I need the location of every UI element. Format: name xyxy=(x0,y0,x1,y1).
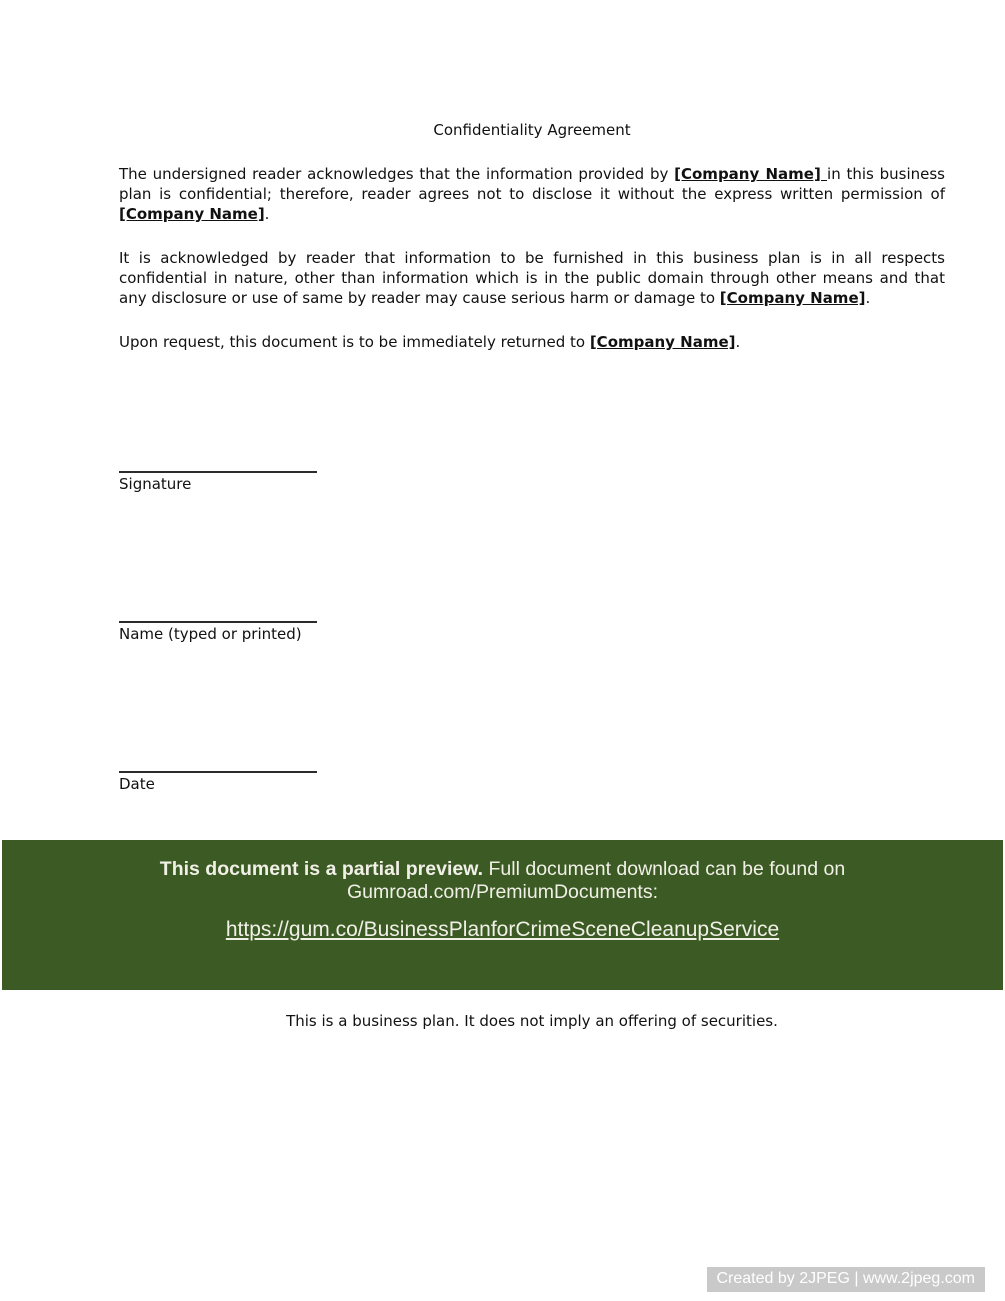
preview-banner xyxy=(2,840,1003,990)
company-name-placeholder: [Company Name] xyxy=(589,333,736,351)
signature-line xyxy=(119,471,317,473)
company-name-placeholder: [Company Name] xyxy=(674,165,828,183)
company-name-placeholder: [Company Name] xyxy=(119,205,265,223)
gumroad-link[interactable]: https://gum.co/BusinessPlanforCrimeSceneCleanupService xyxy=(225,918,780,941)
signature-field xyxy=(119,471,945,494)
paragraph-text: . xyxy=(865,289,871,307)
signature-label: Signature xyxy=(119,475,192,493)
body-paragraph xyxy=(119,164,945,224)
paragraph-text: Upon request, this document is to be immediately returned to xyxy=(119,333,590,351)
watermark-badge: Created by 2JPEG | www.2jpeg.com xyxy=(707,1267,986,1292)
paragraph-text: The undersigned reader acknowledges that the information provided by xyxy=(119,165,675,183)
company-name-placeholder: [Company Name] xyxy=(719,289,866,307)
paragraph-text: It is acknowledged by reader that information to be furnished in this business plan is in all respects confidential in nature, other than information which is in the public domain through other means and that any disclosure or use of same by reader may cause serious harm or damage to xyxy=(119,249,945,307)
name-field xyxy=(119,621,945,644)
paragraph-text: . xyxy=(735,333,741,351)
document-content xyxy=(119,0,945,794)
date-line xyxy=(119,771,317,773)
date-label: Date xyxy=(119,775,155,793)
paragraph-text: in this business plan is confidential; therefore, reader agrees not to disclose it without the express written permission of xyxy=(119,165,946,203)
name-line xyxy=(119,621,317,623)
name-label: Name (typed or printed) xyxy=(119,625,302,643)
paragraph-text: . xyxy=(264,205,270,223)
banner-regular-text: Full document download can be found on xyxy=(483,858,846,880)
body-paragraph xyxy=(119,332,945,352)
banner-bold-text: This document is a partial preview. xyxy=(159,858,484,880)
body-paragraph xyxy=(119,248,945,308)
paragraphs-container xyxy=(119,164,945,352)
date-field xyxy=(119,771,945,794)
footer-note: This is a business plan. It does not imply an offering of securities. xyxy=(286,1012,778,1030)
banner-line-1 xyxy=(2,858,1003,881)
banner-link-row xyxy=(2,918,1003,942)
document-title: Confidentiality Agreement xyxy=(433,121,631,139)
banner-line-2: Gumroad.com/PremiumDocuments: xyxy=(346,881,658,903)
